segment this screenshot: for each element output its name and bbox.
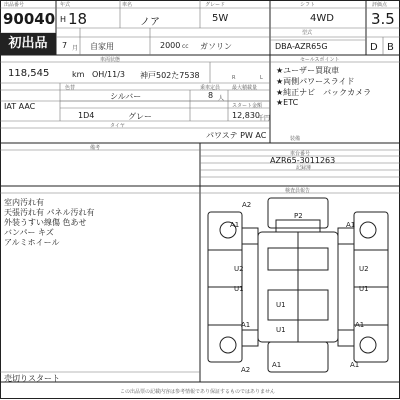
chassis-number: AZR65-3011263 (270, 156, 336, 165)
damage-code: A1 (350, 361, 360, 369)
label-r: R (232, 75, 236, 81)
label-max-load: 最大積載量 (232, 85, 258, 91)
label-grade: グレード (205, 2, 226, 8)
label-tire: タイヤ (110, 123, 125, 129)
damage-code: A2 (242, 201, 252, 209)
seat-count: 8 (208, 91, 214, 100)
feature-item-0: ★ユーザー買取車 (276, 66, 340, 75)
equipment-title: 装備 (290, 136, 301, 142)
month: 7 (62, 41, 68, 50)
mileage-unit: km (72, 70, 85, 79)
label-l: L (260, 75, 263, 81)
label-name: 車名 (122, 2, 133, 8)
note-line-1: 天張汚れ有 パネル汚れ有 (4, 208, 95, 217)
damage-code: A1 (355, 321, 365, 329)
damage-code: U1 (276, 301, 286, 309)
damage-code: P2 (294, 212, 303, 220)
label-model-code: 型式 (302, 30, 313, 36)
feature-item-2: ★純正ナビ バックカメラ (276, 88, 372, 97)
car-grade: 5W (212, 13, 229, 24)
damage-code: U1 (234, 285, 244, 293)
car-model: ノア (140, 17, 160, 28)
note-line-4: アルミホイール (4, 238, 60, 247)
damage-code: U2 (359, 265, 369, 273)
checker-title: 検査員報告 (285, 188, 311, 194)
history-title: 記録簿 (296, 165, 312, 171)
start-price: 12,830 (232, 111, 260, 120)
month-unit: 月 (72, 45, 79, 52)
displacement: 2000 (160, 41, 181, 50)
features-title: セールスポイント (300, 57, 340, 63)
drive-type: 4WD (310, 13, 334, 24)
damage-code: A1 (346, 221, 356, 229)
damage-code: A1 (241, 321, 251, 329)
note-line-2: 外装うすい線傷 色あせ (4, 218, 87, 227)
seat-unit: 人 (218, 95, 225, 102)
footer-disclaimer: この出品票の記載内容は参考情報であり保証するものではありません (120, 389, 276, 395)
feature-item-3: ★ETC (276, 98, 299, 107)
usage: 自家用 (90, 42, 114, 51)
lot-number: 90040 (3, 10, 56, 28)
era: H (60, 15, 67, 24)
label-shift: シフト (300, 2, 316, 8)
exterior-score: B (387, 42, 394, 53)
damage-code: A2 (241, 366, 251, 374)
remarks-title: 備考 (90, 145, 101, 151)
color-name: グレー (128, 112, 152, 121)
body-color: シルバー (110, 92, 142, 101)
label-year: 年式 (60, 2, 71, 8)
damage-code: U1 (276, 326, 286, 334)
label-start-price: スタート金額 (232, 103, 263, 109)
interior-score: D (370, 42, 378, 53)
chassis-title: 車台番号 (290, 151, 311, 157)
overall-score: 3.5 (371, 10, 395, 28)
damage-code: A1 (272, 361, 282, 369)
note-line-0: 室内汚れ有 (4, 198, 44, 207)
fuel-type: ガソリン (200, 42, 232, 51)
cc-unit: cc (182, 43, 189, 50)
mileage: 118,545 (8, 68, 50, 79)
model-code: DBA-AZR65G (275, 42, 328, 51)
model-year: 18 (68, 10, 88, 28)
note-line-3: バンパー キズ (4, 228, 54, 237)
label-lot: 出品番号 (4, 2, 25, 8)
shaken-expiry: OH/11/3 (92, 70, 125, 79)
transmission: IAT AAC (4, 102, 36, 111)
sale-start-label: 売切りスタート (4, 374, 60, 383)
damage-code: U2 (234, 265, 244, 273)
feature-item-1: ★両側パワースライド (276, 77, 355, 86)
equipment-text: パワステ PW AC (206, 131, 267, 140)
label-score: 評価点 (372, 2, 388, 8)
label-capacity: 乗車定員 (200, 85, 221, 91)
color-code: 1D4 (78, 111, 95, 120)
first-listing-badge: 初出品 (0, 33, 56, 55)
license-plate: 神戸502た7538 (140, 71, 200, 80)
start-price-unit: 千円 (258, 115, 271, 122)
damage-code: A1 (230, 221, 240, 229)
label-condition: 車両状態 (100, 57, 121, 63)
damage-code: U1 (359, 285, 369, 293)
label-color-change: 色替 (65, 85, 76, 91)
